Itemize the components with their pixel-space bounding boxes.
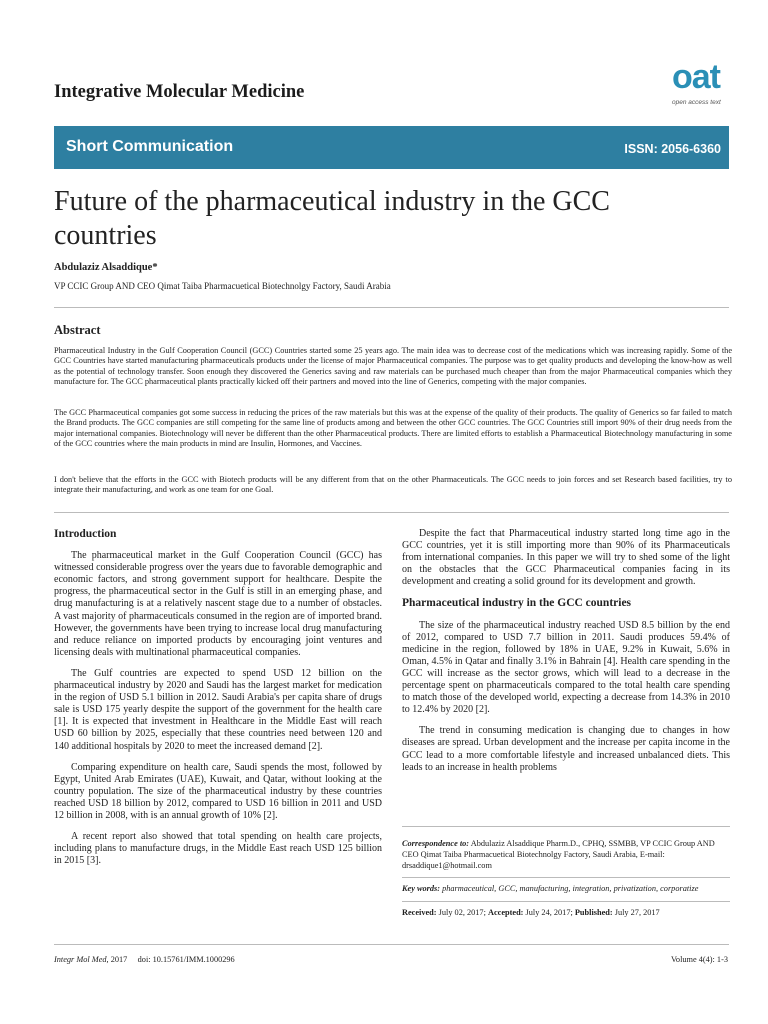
article-type-banner bbox=[54, 126, 729, 169]
author-affiliation: VP CCIC Group AND CEO Qimat Taiba Pharmacuetical Biotechnolgy Factory, Saudi Arabia bbox=[54, 281, 391, 291]
published-date: July 27, 2017 bbox=[614, 908, 660, 918]
dates-note bbox=[402, 908, 730, 919]
issn-label: ISSN: 2056-6360 bbox=[624, 142, 721, 156]
keywords-text: pharmaceutical, GCC, manufacturing, integration, privatization, corporatize bbox=[442, 884, 699, 894]
keywords-note bbox=[402, 884, 730, 895]
divider bbox=[54, 512, 729, 513]
body-paragraph: The pharmaceutical market in the Gulf Cooperation Council (GCC) has witnessed considerable progress over the years due to favorable demographic and economic factors, and strong government support for healthcare. Despite the progress, the pharmaceutical sector in the Gulf is still in an emerging phase, and drug manufacturing is at a relatively nascent stage due to a number of obstacles. A vast majority of pharmaceuticals consumed in the region are of imported brand. However, the governments have been trying to increase local drug manufacturing and reduce reliance on imported products by encouraging joint ventures and licensing deals with multinational pharmaceutical companies. bbox=[54, 550, 382, 658]
correspondence-label: Correspondence to: bbox=[402, 839, 470, 848]
doi-link[interactable]: doi: 10.15761/IMM.1000296 bbox=[137, 955, 235, 964]
notes-divider bbox=[402, 826, 730, 827]
section-heading: Pharmaceutical industry in the GCC countries bbox=[402, 597, 632, 610]
introduction-heading: Introduction bbox=[54, 528, 117, 540]
body-paragraph: The Gulf countries are expected to spend USD 12 billion on the pharmaceutical industry by 2020 and Saudi has the largest market for medication in the region of USD 5.1 billion in 2012. Saudi Arabia's per capita share of drugs sale is USD 175 yearly despite the support of the government for the health care [1]. It is expected that investment in Healthcare in the Middle East will reach USD 60 billion by 2025, especially that these countries need between 120 and 140 additional hospitals by 2020 to meet the increased demand [2]. bbox=[54, 667, 382, 752]
footer-divider bbox=[54, 944, 729, 945]
body-paragraph: The size of the pharmaceutical industry reached USD 8.5 billion by the end of 2012, compared to USD 7.7 billion in 2011. Saudi produces 59.4% of medicine in the region, followed by 18% in UAE, 9.2% in Kuwait, 5.6% in Oman, 4.5% in Qatar and finally 3.1% in Bahrain [4]. Health care spending in the GCC will increase as the sector grows, which will lead to a decrease in the percentage spent on pharmaceuticals compared to the total health care spending to match those of the developed world, expecting a decrease from 14.3% in 2010 to 12.4% by 2020 [2]. bbox=[402, 619, 730, 716]
correspondence-note bbox=[402, 839, 730, 871]
volume-pages: Volume 4(4): 1-3 bbox=[671, 955, 728, 964]
footer-year: 2017 bbox=[110, 955, 128, 964]
abstract-paragraph: I don't believe that the efforts in the GCC with Biotech products will be any different from that on the other Pharmaceuticals. The GCC needs to join forces and set Research based facilities, try to integrate their manufacturing, and work as one team for one Goal. bbox=[54, 475, 732, 495]
received-label: Received: bbox=[402, 908, 437, 918]
article-type-label: Short Communication bbox=[66, 138, 234, 155]
body-paragraph: Despite the fact that Pharmaceutical industry started long time ago in the GCC countries, yet it is still importing more than 90% of its Pharmaceuticals from international companies. In this paper we will try to shed some of the light on the obstacles that the GCC Pharmaceutical companies facing in its development and creating a solid ground for its development and growth. bbox=[402, 528, 730, 588]
accepted-date: July 24, 2017; bbox=[525, 908, 573, 918]
received-date: July 02, 2017; bbox=[438, 908, 486, 918]
logo-text: oat bbox=[672, 58, 720, 96]
keywords-label: Key words: bbox=[402, 884, 441, 894]
left-column bbox=[54, 528, 382, 876]
abstract-paragraph: The GCC Pharmaceutical companies got some success in reducing the prices of the raw materials but this was at the expense of the quality of their products. The quality of Generics so far failed to match the Brand products. The GCC companies are still competing for the same line of products among and between the other GCC countries. The GCC Countries still import 90% of their drug needs from the major international companies. Biotechnology will never be different than the other Pharmaceutical products. There are limited efforts to establish a Pharmaceutical Biotechnology manufacturing in some of the GCC countries where the main products in mind are Insulin, Hormones, and Vaccines. bbox=[54, 408, 732, 449]
abstract-heading: Abstract bbox=[54, 323, 101, 337]
abstract-paragraph: Pharmaceutical Industry in the Gulf Cooperation Council (GCC) Countries started some 25 years ago. The main idea was to decrease cost of the medications which was increasing rapidly. Some of the GCC Countries have started manufacturing pharmaceuticals products under the license of major Pharmaceutical companies. The purpose was to get quality products and developing the know-how as well as the potential of technology transfer. Soon enough they discovered the Generics saving and raw materials can be purchased much cheaper than from the major Pharmaceutical companies which they manufacture for. The GCC pharmaceutical plants practically kicked off their partners and moved into the line of Generics, competing with the major companies. bbox=[54, 346, 732, 387]
article-notes bbox=[402, 839, 730, 923]
published-label: Published: bbox=[574, 908, 613, 918]
publisher-logo[interactable] bbox=[672, 58, 742, 114]
article-title: Future of the pharmaceutical industry in the GCC countries bbox=[54, 186, 610, 251]
journal-abbrev: Integr Mol Med, bbox=[54, 955, 109, 964]
divider bbox=[402, 901, 730, 902]
body-paragraph: Comparing expenditure on health care, Saudi spends the most, followed by Egypt, United Arab Emirates (UAE), Kuwait, and Qatar, without looking at the country population. The size of the pharmaceutical industry by these countries reached USD 18 billion by 2012, compared to USD 16 billion in 2011 and USD 12 billion in 2008, with is an annual growth of 10% [2]. bbox=[54, 761, 382, 821]
divider bbox=[402, 877, 730, 878]
journal-title: Integrative Molecular Medicine bbox=[54, 82, 305, 102]
body-paragraph: A recent report also showed that total spending on health care projects, including plans to manufacture drugs, in the Middle East reach USD 125 billion in 2015 [3]. bbox=[54, 831, 382, 867]
accepted-label: Accepted: bbox=[487, 908, 524, 918]
body-paragraph: The trend in consuming medication is changing due to changes in how diseases are spread. Urban development and the increase per capita income in the GCC lead to a more comfortable lifestyle and increased unbalanced diets. This leads to an increase in health problems bbox=[402, 725, 730, 773]
author-name: Abdulaziz Alsaddique* bbox=[54, 262, 158, 273]
footer-citation bbox=[54, 955, 235, 964]
correspondence-text: Abdulaziz Alsaddique Pharm.D., CPHQ, SSMBB, VP CCIC Group AND CEO Qimat Taiba Pharmacuetical Biotechnolgy Factory, Saudi Arabia, E-mail: drsaddique1@hotmail.com bbox=[402, 839, 715, 870]
divider bbox=[54, 307, 729, 308]
right-column bbox=[402, 528, 730, 783]
logo-subtext: open access text bbox=[672, 99, 721, 106]
